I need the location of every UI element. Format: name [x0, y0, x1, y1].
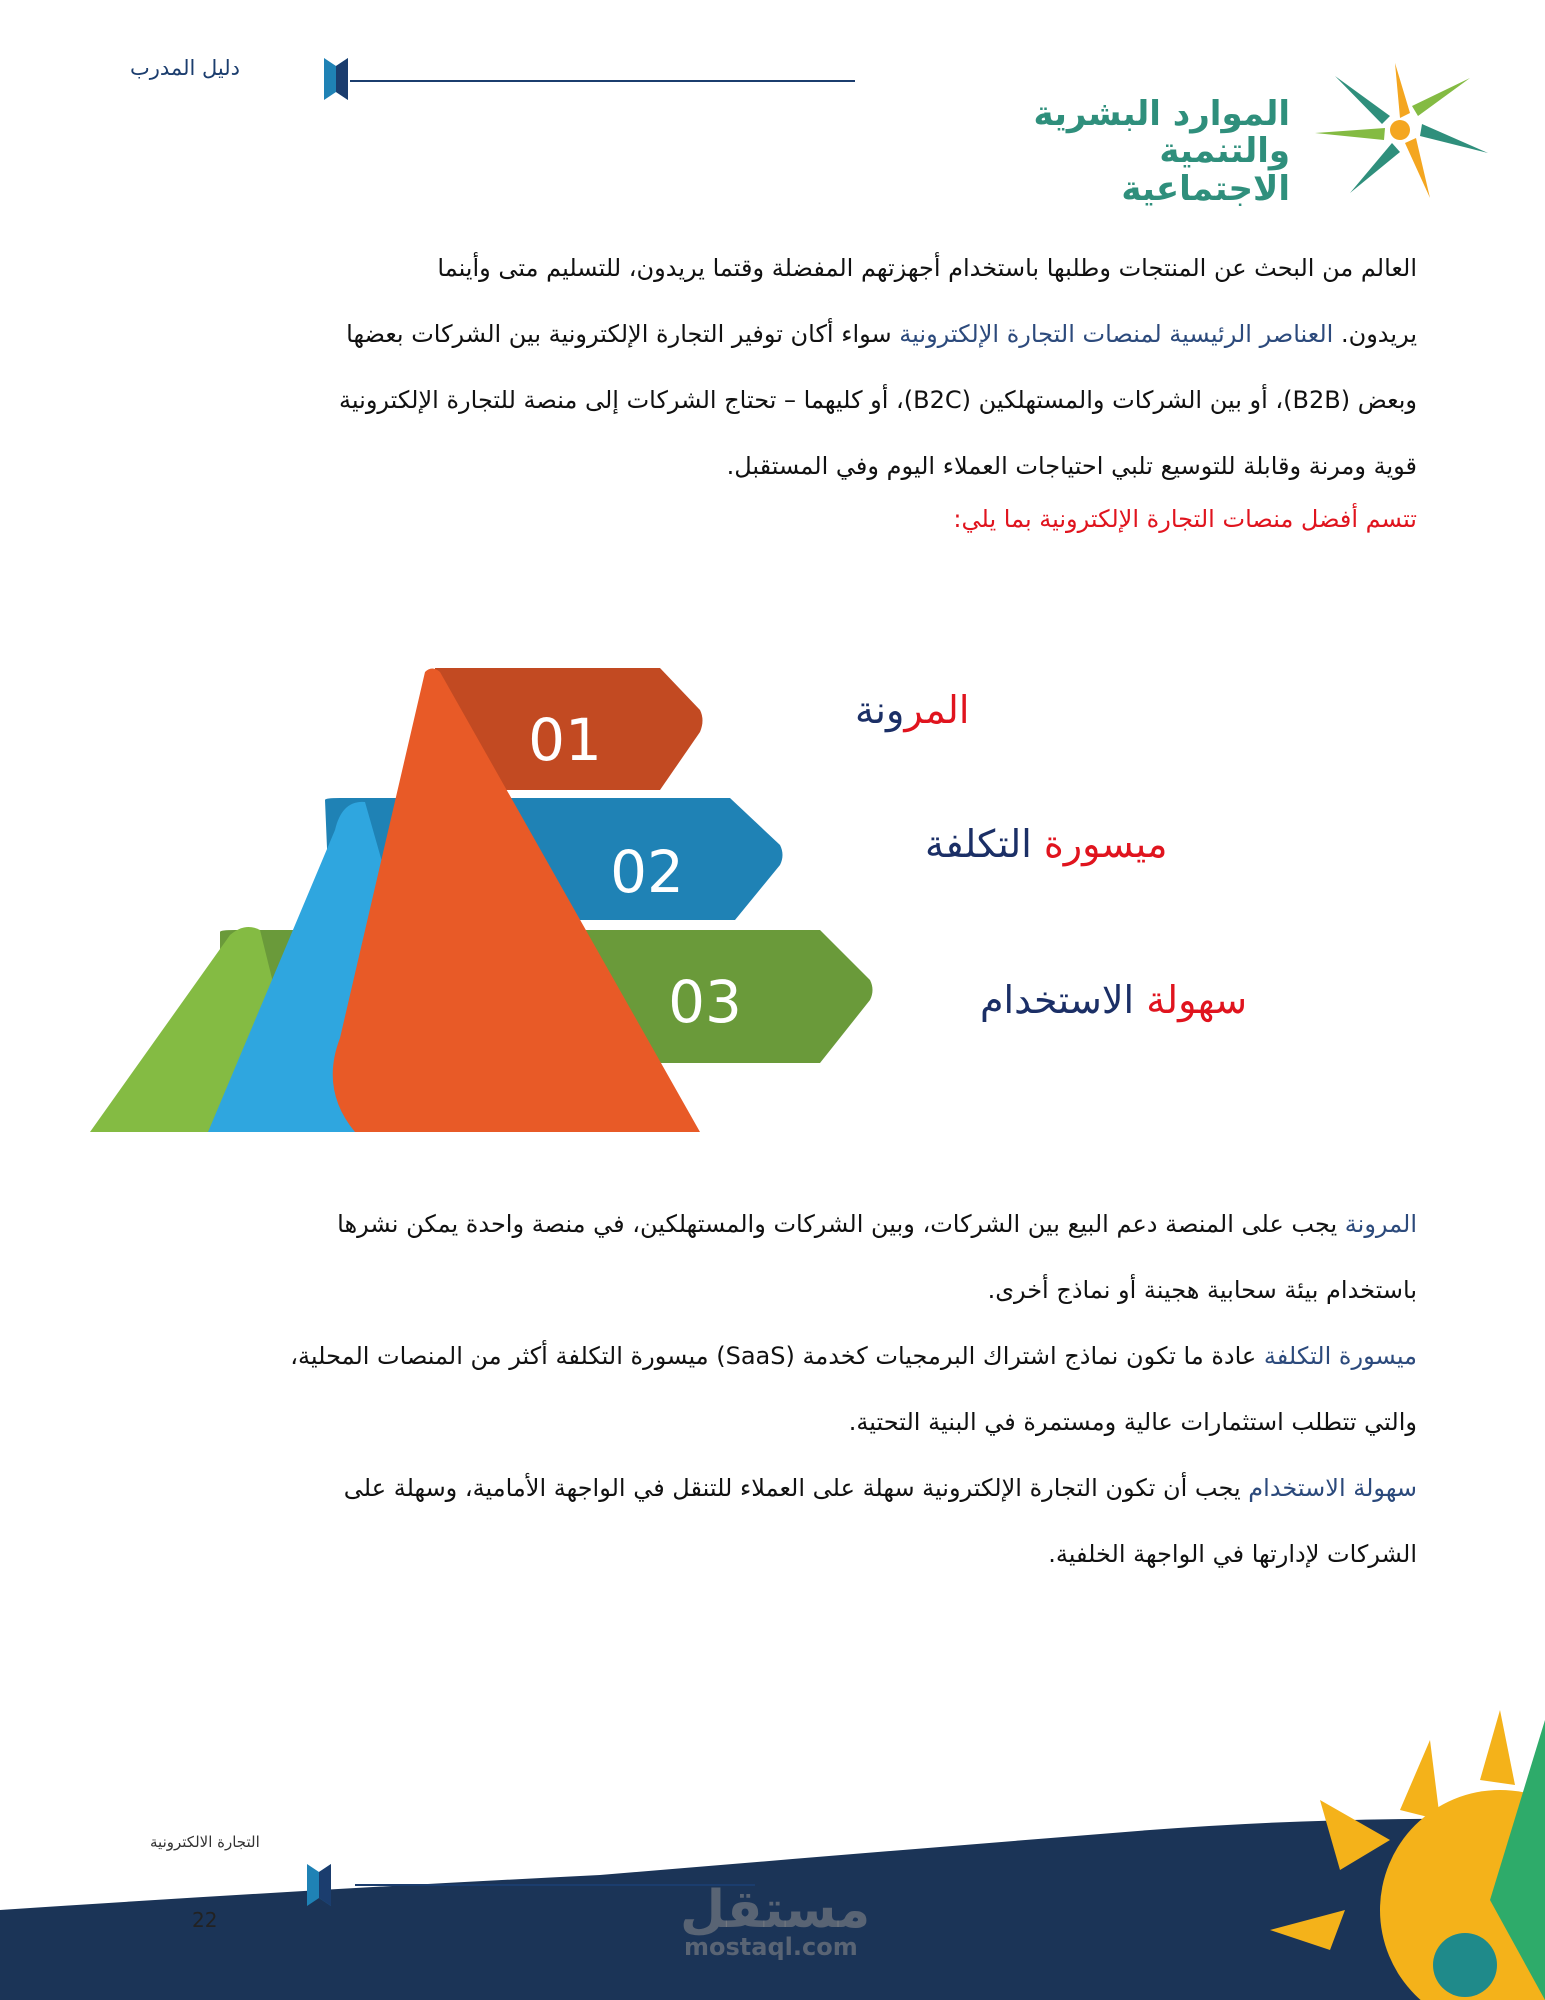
intro-line2-start: يريدون. — [1333, 320, 1417, 348]
cost-line2: والتي تتطلب استثمارات عالية ومستمرة في البنية التحتية. — [848, 1408, 1417, 1436]
feature-label-cost — [925, 822, 1167, 866]
flex-term: المرونة — [1344, 1210, 1417, 1238]
cost-label-navy: التكلفة — [925, 822, 1044, 866]
flex-line1 — [17, 1191, 1417, 1257]
ease-term: سهولة الاستخدام — [1248, 1474, 1417, 1502]
ease-line1-text: يجب أن تكون التجارة الإلكترونية سهلة على العملاء للتنقل في الواجهة الأمامية، وسهلة على — [343, 1474, 1249, 1502]
sun-teal-dot — [1433, 1933, 1497, 1997]
ease-label-navy: الاستخدام — [980, 978, 1147, 1022]
flex-label-navy: ونة — [855, 688, 905, 732]
cost-term: ميسورة التكلفة — [1263, 1342, 1417, 1370]
flex-label-red: المر — [904, 688, 970, 732]
footer-title: التجارة الالكترونية — [150, 1833, 260, 1851]
intro-paragraph — [127, 235, 1417, 499]
intro-line2-highlight: العناصر الرئيسية لمنصات التجارة الإلكترونية — [899, 320, 1334, 348]
tab-03-number: 03 — [668, 968, 742, 1036]
features-heading: تتسم أفضل منصات التجارة الإلكترونية بما يلي: — [953, 505, 1417, 533]
intro-line2-end: سواء أكان توفير التجارة الإلكترونية بين الشركات بعضها — [346, 320, 900, 348]
ease-label-red: سهولة — [1146, 978, 1248, 1022]
details-paragraph — [17, 1191, 1417, 1587]
cost-line1-text: عادة ما تكون نماذج اشتراك البرمجيات كخدمة (SaaS) ميسورة التكلفة أكثر من المنصات المحلية، — [290, 1342, 1264, 1370]
intro-line1: العالم من البحث عن المنتجات وطلبها باستخدام أجهزتهم المفضلة وقتما يريدون، للتسليم متى وأينما — [437, 254, 1417, 282]
intro-line2 — [127, 301, 1417, 367]
header-title: دليل المدرب — [130, 56, 240, 80]
ease-line1 — [17, 1455, 1417, 1521]
feature-label-flexibility — [855, 688, 969, 732]
ministry-logo-icon — [1310, 58, 1490, 203]
cost-label-red: ميسورة — [1043, 822, 1168, 866]
intro-line4: قوية ومرنة وقابلة للتوسيع تلبي احتياجات العملاء اليوم وفي المستقبل. — [726, 452, 1417, 480]
footer-bookmark-icon — [305, 1862, 333, 1908]
watermark: مستقل — [680, 1880, 871, 1940]
flex-line2: باستخدام بيئة سحابية هجينة أو نماذج أخرى. — [987, 1276, 1417, 1304]
ministry-logo-text — [1000, 96, 1290, 208]
flex-line1-text: يجب على المنصة دعم البيع بين الشركات، وبين الشركات والمستهلكين، في منصة واحدة يمكن نشرها — [337, 1210, 1345, 1238]
logo-line1: الموارد البشرية — [1033, 94, 1290, 134]
cost-line1 — [17, 1323, 1417, 1389]
page-number: 22 — [192, 1908, 218, 1932]
feature-label-ease — [980, 978, 1247, 1022]
ease-line2: الشركات لإدارتها في الواجهة الخلفية. — [1048, 1540, 1417, 1568]
features-diagram — [80, 660, 900, 1140]
header-divider — [350, 80, 855, 82]
bookmark-icon — [322, 56, 350, 102]
watermark-url: mostaql.com — [684, 1933, 858, 1961]
tab-02-number: 02 — [610, 838, 684, 906]
logo-line2: والتنمية الاجتماعية — [1121, 131, 1290, 209]
tab-01-number: 01 — [528, 706, 602, 774]
intro-line3: وبعض (B2B)، أو بين الشركات والمستهلكين (B2C)، أو كليهما – تحتاج الشركات إلى منصة للتجارة الإلكترونية — [339, 386, 1417, 414]
